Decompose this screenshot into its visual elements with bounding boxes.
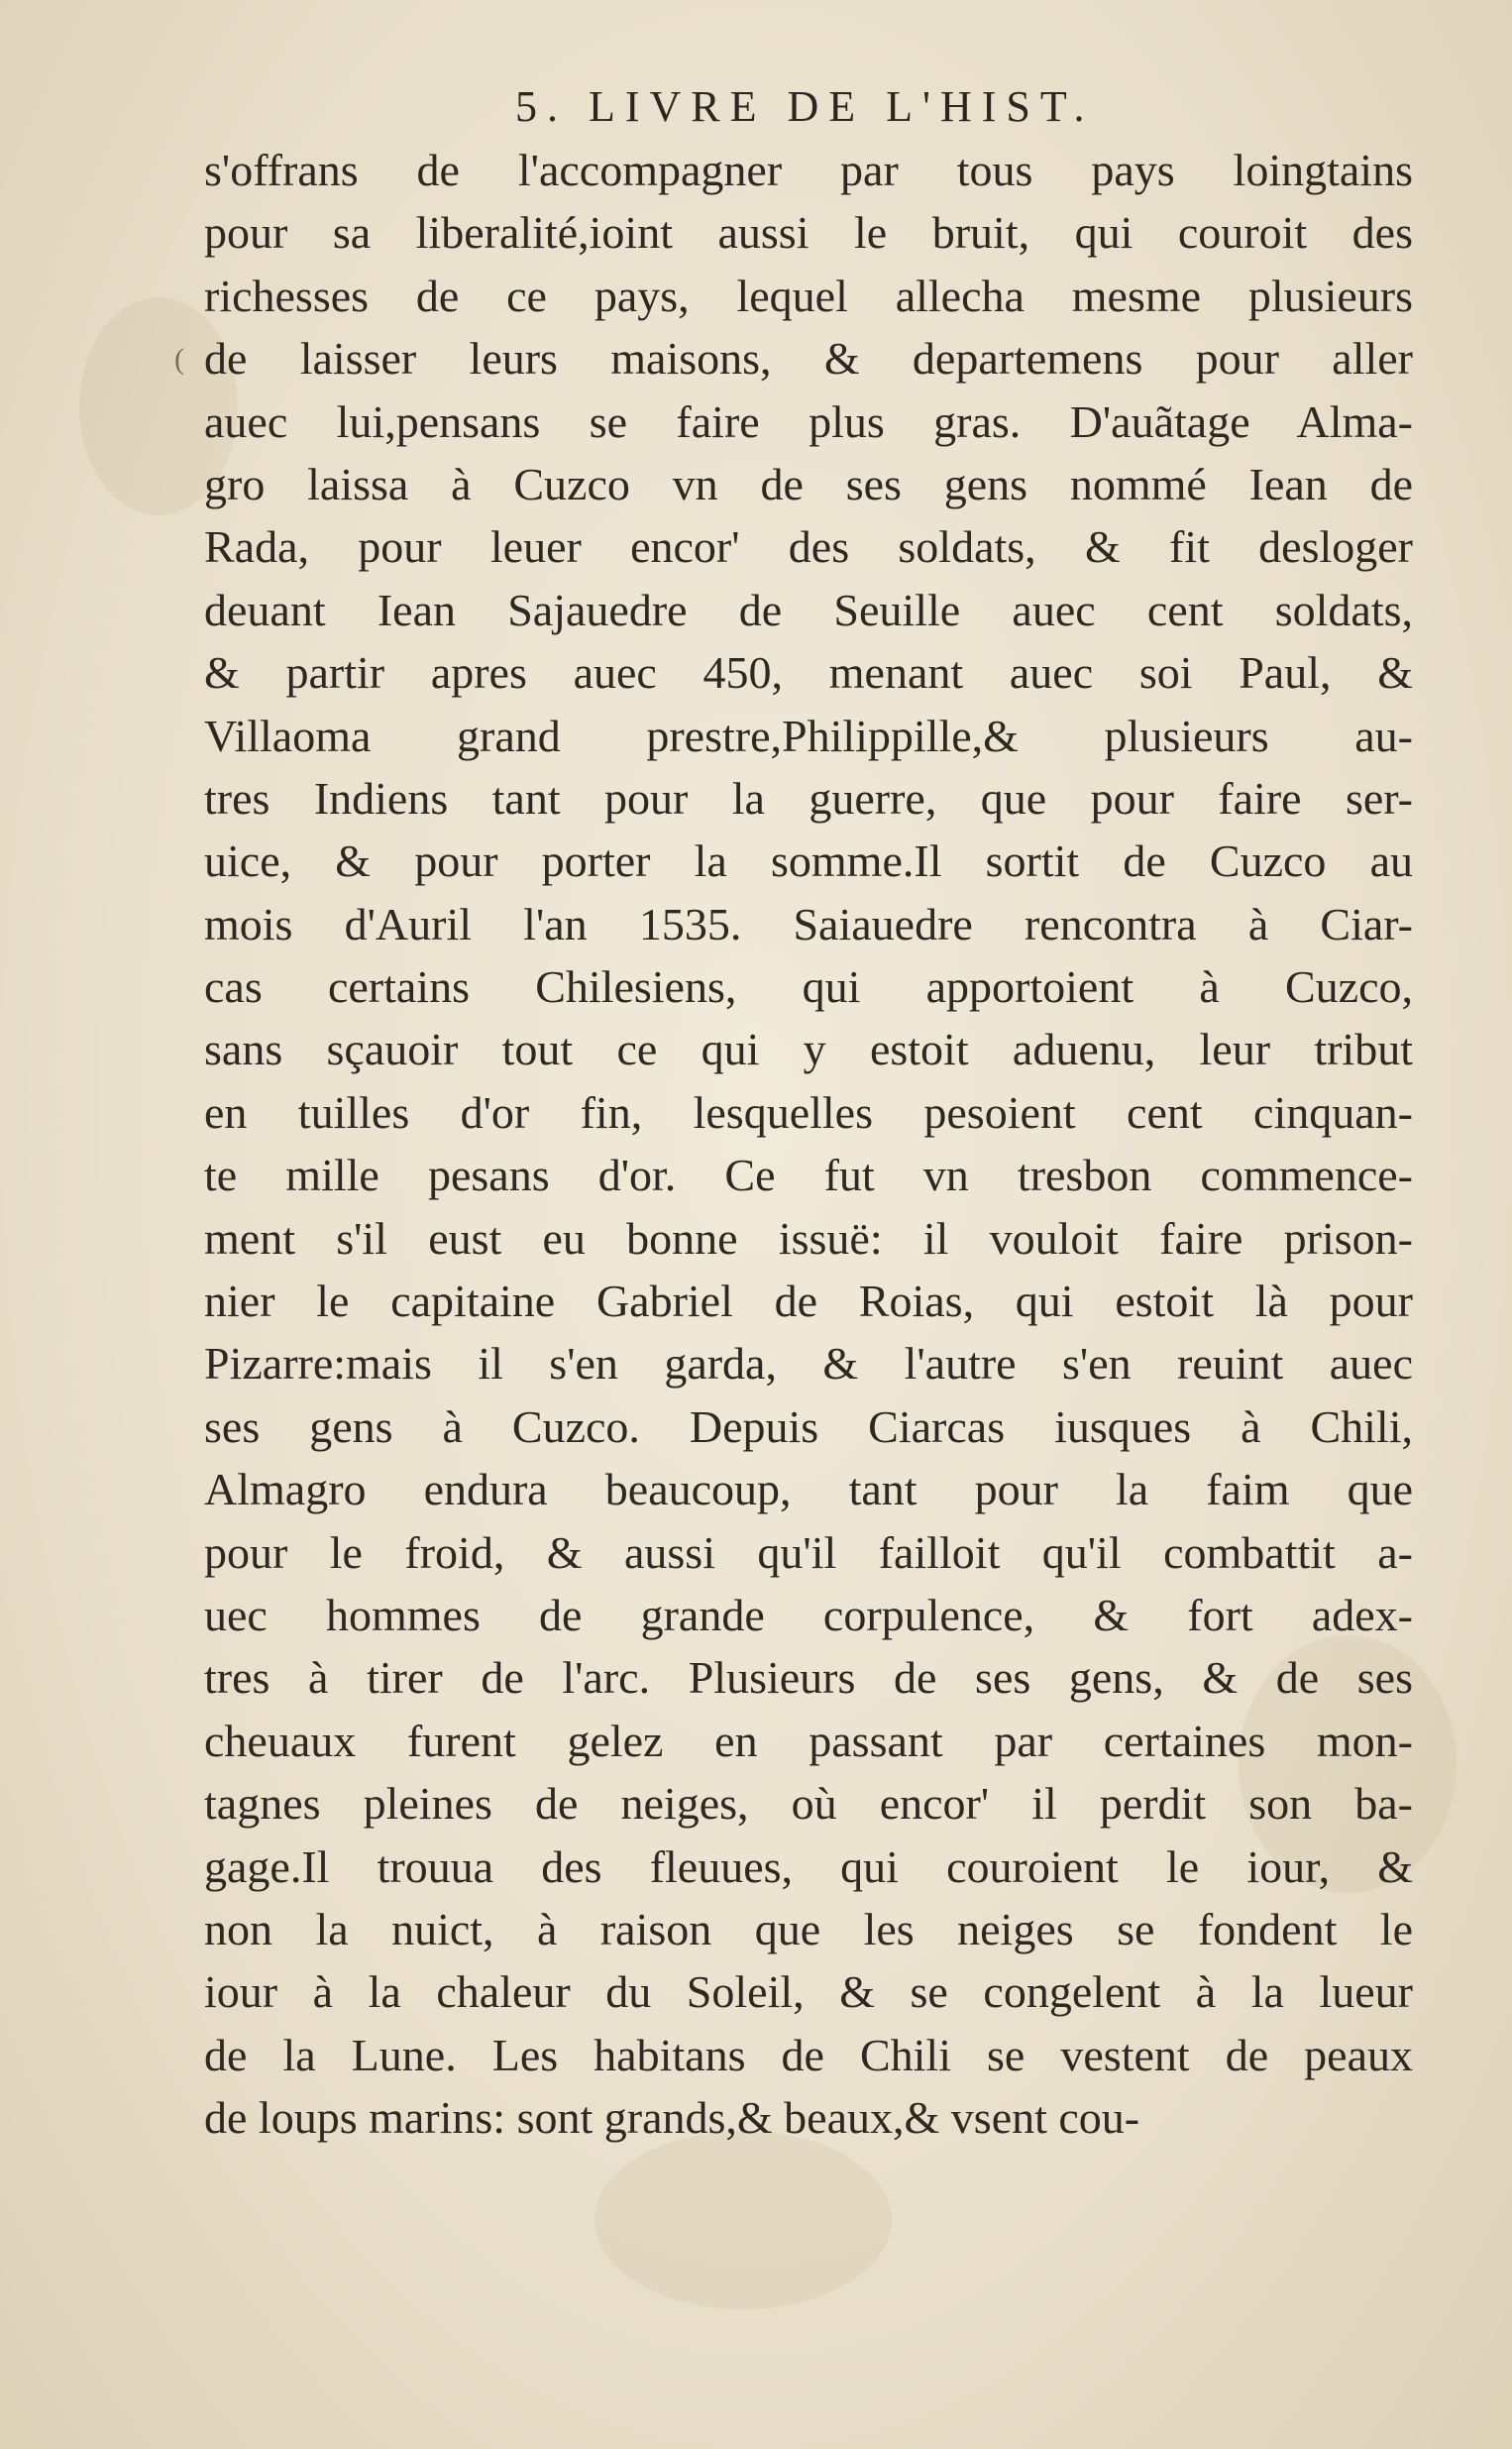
text-line: gage.Il trouua des fleuues, qui couroient le iour, & [204, 1840, 1413, 1892]
text-line: Pizarre:mais il s'en garda, & l'autre s'en reuint auec [204, 1338, 1413, 1390]
text-line: en tuilles d'or fin, lesquelles pesoient cent cinquan- [204, 1086, 1413, 1138]
text-line: pour sa liberalité,ioint aussi le bruit, qui couroit des [204, 207, 1413, 259]
text-line: tagnes pleines de neiges, où encor' il perdit son ba- [204, 1778, 1413, 1830]
text-line: deuant Iean Sajauedre de Seuille auec cent soldats, [204, 584, 1413, 635]
text-line: de loups marins: sont grands,& beaux,& vsent cou- [204, 2092, 1140, 2144]
text-line: Almagro endura beaucoup, tant pour la faim que [204, 1464, 1413, 1515]
text-line: uice, & pour porter la somme.Il sortit de Cuzco au [204, 835, 1413, 887]
paper-stain [594, 2131, 892, 2309]
running-title: LIVRE DE L'HIST. [589, 82, 1095, 131]
running-header [515, 81, 1095, 132]
text-line: iour à la chaleur du Soleil, & se congelent à la lueur [204, 1966, 1413, 2018]
text-line: ses gens à Cuzco. Depuis Ciarcas iusques à Chili, [204, 1400, 1413, 1452]
text-line: & partir apres auec 450, menant auec soi Paul, & [204, 647, 1413, 699]
text-line: tres à tirer de l'arc. Plusieurs de ses gens, & de ses [204, 1652, 1413, 1704]
text-line: uec hommes de grande corpulence, & fort adex- [204, 1589, 1413, 1640]
text-line: mois d'Auril l'an 1535. Saiauedre rencontra à Ciar- [204, 898, 1413, 949]
text-line: pour le froid, & aussi qu'il failloit qu'il combattit a- [204, 1526, 1413, 1578]
text-line: de laisser leurs maisons, & departemens pour aller [204, 333, 1413, 385]
text-line: te mille pesans d'or. Ce fut vn tresbon commence- [204, 1150, 1413, 1201]
page-body [204, 139, 1413, 2150]
text-line: non la nuict, à raison que les neiges se fondent le [204, 1903, 1413, 1954]
text-line: de la Lune. Les habitans de Chili se vestent de peaux [204, 2029, 1413, 2080]
text-line: auec lui,pensans se faire plus gras. D'auãtage Alma- [204, 395, 1413, 447]
text-line: tres Indiens tant pour la guerre, que pour faire ser- [204, 772, 1413, 824]
text-line: cheuaux furent gelez en passant par certaines mon- [204, 1715, 1413, 1766]
folio-number: 5. [515, 82, 568, 131]
text-line: sans sçauoir tout ce qui y estoit aduenu, leur tribut [204, 1024, 1413, 1075]
text-line: gro laissa à Cuzco vn de ses gens nommé Iean de [204, 458, 1413, 509]
text-line: s'offrans de l'accompagner par tous pays loingtains [204, 145, 1413, 195]
text-line: Villaoma grand prestre,Philippille,& plusieurs au- [204, 710, 1413, 761]
text-line: richesses de ce pays, lequel allecha mesme plusieurs [204, 270, 1413, 321]
text-line: cas certains Chilesiens, qui apportoient à Cuzco, [204, 961, 1413, 1013]
text-line: nier le capitaine Gabriel de Roias, qui estoit là pour [204, 1276, 1413, 1327]
margin-mark: ( [174, 343, 184, 376]
text-line: Rada, pour leuer encor' des soldats, & fit desloger [204, 521, 1413, 573]
text-line: ment s'il eust eu bonne issuë: il vouloit faire prison- [204, 1212, 1413, 1264]
